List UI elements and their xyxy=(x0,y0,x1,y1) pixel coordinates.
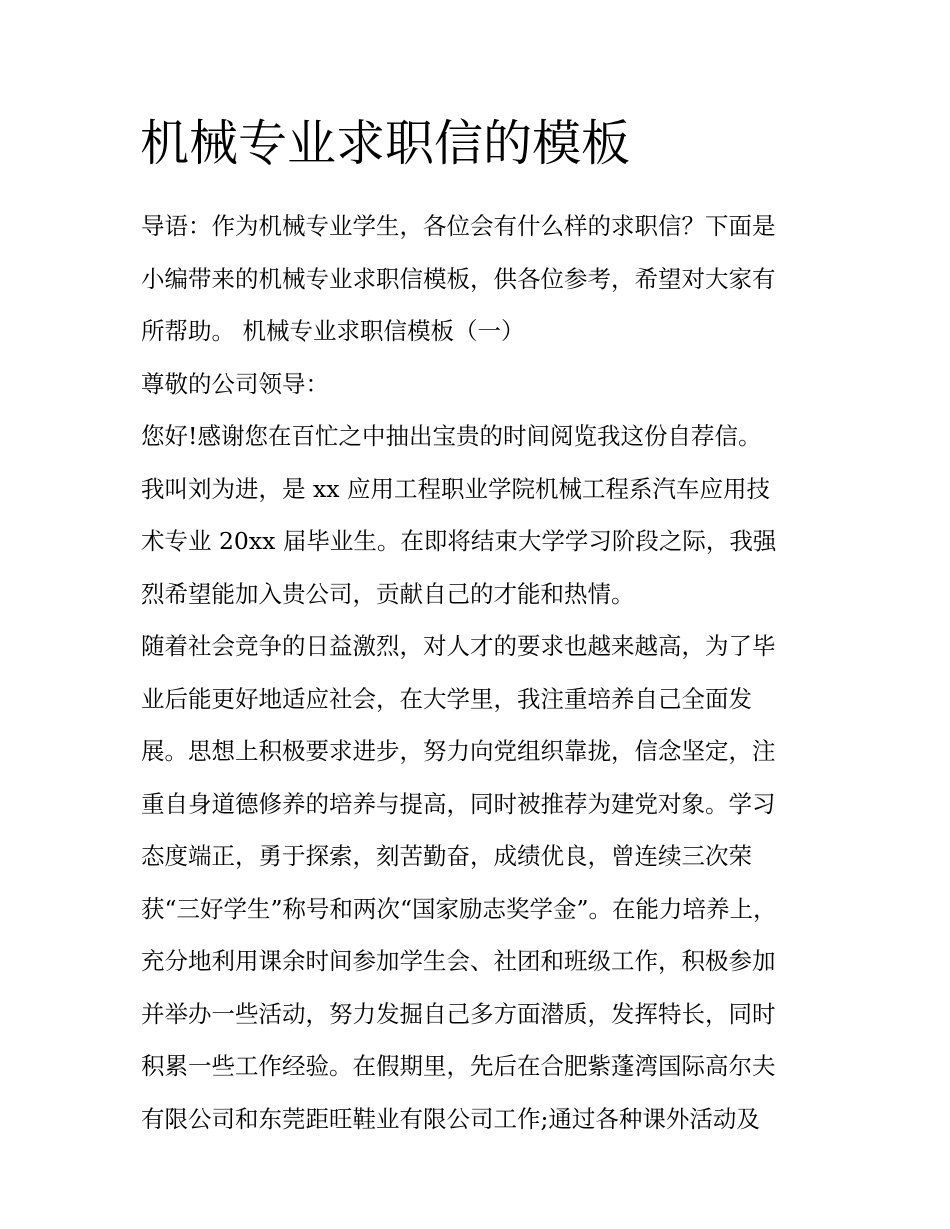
body-line: 展。思想上积极要求进步，努力向党组织靠拢，信念坚定，注 xyxy=(141,737,776,765)
body-line: 随着社会竞争的日益激烈，对人才的要求也越来越高，为了毕 xyxy=(141,632,776,660)
body-line: 积累一些工作经验。在假期里，先后在合肥紫蓬湾国际高尔夫 xyxy=(141,1052,776,1080)
document-title: 机械专业求职信的模板 xyxy=(140,115,631,172)
document-body xyxy=(141,200,821,1145)
body-line: 充分地利用课余时间参加学生会、社团和班级工作，积极参加 xyxy=(141,947,776,975)
body-line: 业后能更好地适应社会，在大学里，我注重培养自己全面发 xyxy=(141,684,752,713)
body-line: 我叫刘为进，是 xx 应用工程职业学院机械工程系汽车应用技 xyxy=(141,474,770,503)
body-line: 所帮助。 机械专业求职信模板（一） xyxy=(141,317,525,345)
body-line: 烈希望能加入贵公司，贡献自己的才能和热情。 xyxy=(141,579,635,608)
body-line: 重自身道德修养的培养与提高，同时被推荐为建党对象。学习 xyxy=(141,789,776,818)
body-line: 获“三好学生”称号和两次“国家励志奖学金”。在能力培养上， xyxy=(141,894,777,923)
body-line: 您好!感谢您在百忙之中抽出宝贵的时间阅览我这份自荐信。 xyxy=(141,422,762,450)
body-line: 并举办一些活动，努力发掘自己多方面潜质，发挥特长，同时 xyxy=(141,999,776,1028)
body-line: 有限公司和东莞距旺鞋业有限公司工作;通过各种课外活动及 xyxy=(141,1104,760,1133)
body-line: 术专业 20xx 届毕业生。在即将结束大学学习阶段之际，我强 xyxy=(141,527,777,555)
body-line: 小编带来的机械专业求职信模板，供各位参考，希望对大家有 xyxy=(141,264,776,293)
body-line: 导语：作为机械专业学生，各位会有什么样的求职信？下面是 xyxy=(141,212,776,240)
body-line: 态度端正，勇于探索，刻苦勤奋，成绩优良，曾连续三次荣 xyxy=(141,842,752,870)
salutation-line: 尊敬的公司领导： xyxy=(141,369,329,398)
